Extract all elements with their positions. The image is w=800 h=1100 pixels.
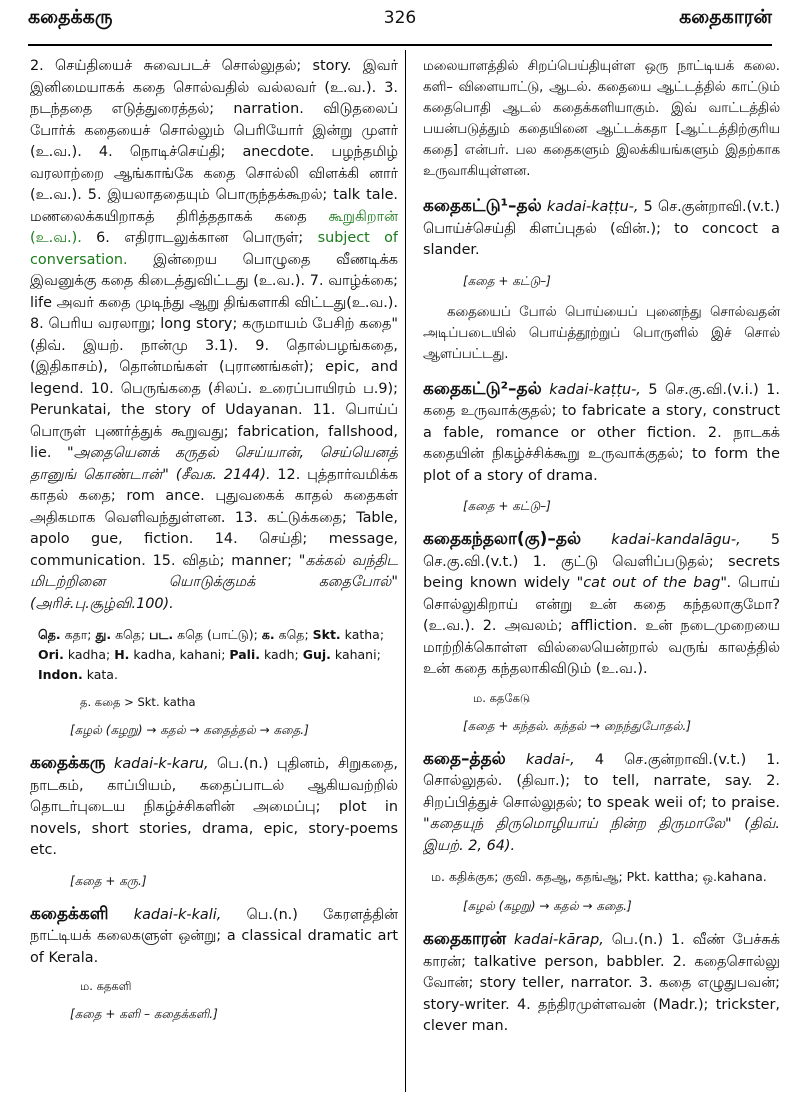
cognate: ம. கதகளி: [80, 979, 132, 993]
dictionary-entry: [423, 196, 780, 262]
definition: 5 செ.கு.வி.(v.i.) 1. கதை உருவாக்குதல்; to fabricate a story, construct a fable, romance or other fiction. 2. நாடகக் கதையின் நிகழ்ச்சிக்கூறு உருவாக்குதல்; to form the plot of a story of drama.: [423, 381, 780, 484]
dictionary-entry: [423, 749, 780, 858]
headword: கதைகட்டு²–தல்: [423, 378, 542, 399]
usage-note: கதையைப் போல் பொய்யைப் புனைந்து சொல்வதன் அடிப்படையில் பொய்த்தூற்றுப் பொருளில் இச் சொல் ஆளப்பட்டது.: [423, 304, 780, 362]
transliteration: kadai-k-kali,: [133, 906, 222, 923]
usage-note: மலையாளத்தில் சிறப்பெய்தியுள்ள ஒரு நாட்டியக் கலை. களி– விளையாட்டு, ஆடல். கதையை ஆட்டத்தில் காட்டும் கதைபொதி ஆடல் கதைக்களியாகும். இவ் வாட்டத்தில் பயன்படுத்தும் கதையினை ஆட்டக்கதா [ஆட்டத்திற்குரிய கதை] என்பர். பல கதைகளும் இலக்கியங்களும் இதற்காக உருவாகியுள்ளன.: [423, 59, 780, 179]
green-highlight: subject of conversation.: [30, 230, 398, 268]
column-divider: [405, 50, 406, 1092]
derivation: [கதை + கந்தல். கந்தல் → நைந்துபோதல்.]: [463, 718, 691, 733]
definition: பெ.(n.) புதினம், சிறுகதை, நாடகம், காப்பியம், கதைப்பாடல் ஆகியவற்றில் தொடர்புடைய நிகழ்ச்சிகளின் அமைப்பு; plot in novels, short stories, drama, epic, story-poems etc.: [30, 756, 398, 858]
page-number: 326: [383, 8, 417, 28]
transliteration: kadai-kandalāgu-,: [611, 532, 741, 548]
etymology-source: த. கதை > Skt. katha: [80, 695, 196, 709]
headword: கதைகட்டு¹–தல்: [423, 196, 542, 216]
derivation: [கதை + கரு.]: [70, 873, 147, 888]
derivation: [கழல் (கழறு) → கதல் → கதைத்தல் → கதை.]: [70, 723, 309, 737]
dictionary-entry: [423, 929, 780, 1038]
etymology-cognates: ம. கதிக்குக; குவி. கதஆ, கதங்ஆ; Pkt. kattha; ஒ.kahana.: [431, 869, 767, 884]
headword: கதைக்களி: [30, 903, 109, 924]
header-rule: [28, 44, 772, 46]
transliteration: kadai-kaṭṭu-,: [549, 381, 641, 398]
definition: பொய் சொல்லுகிறாய் என்று உன் கதை கந்தலாகுமோ? (உ.வ.). 2. அவலம்; affliction. உன் நடைமுறையை மாற்றிக்கொள்ள வில்லையென்றால் வருங் காலத்தில் உன் கதை கந்தலாகிவிடும் (உ.வ.).: [423, 575, 780, 677]
right-column: [423, 56, 780, 1096]
dictionary-entry: [423, 379, 780, 488]
headword: கதை–த்தல்: [423, 748, 506, 769]
definition: 4 செ.குன்றாவி.(v.t.) 1. சொல்லுதல். (திவா.); to tell, narrate, say. 2. சிறப்பித்துச் சொல்லுதல்; to speak weii of; to praise.: [423, 751, 780, 811]
left-column: [30, 56, 398, 1096]
transliteration: kadai-kārap,: [513, 932, 604, 948]
dictionary-entry: [423, 529, 780, 681]
dictionary-entry: [30, 753, 398, 862]
headword: கதைகந்தலா(கு)–தல்: [423, 529, 582, 549]
cognate: ம. கதகேடு: [473, 690, 531, 705]
transliteration: kadai-kaṭṭu-,: [546, 199, 639, 215]
derivation: [கதை + களி – கதைக்களி.]: [70, 1007, 218, 1021]
quotation: "அதையெனக் கருதல் செய்யான், செய்யெனத் தானுங் கொண்டான்" (சீவக. 2144).: [30, 445, 398, 483]
quotation: "கதையுந் திருமொழியாய் நின்ற திருமாலே" (திவ். இயற். 2, 64).: [423, 816, 780, 854]
definition: 5 செ.குன்றாவி.(v.t.) பொய்ச்செய்தி கிளப்புதல் (வின்.); to concoct a slander.: [423, 199, 780, 258]
continued-definition: 2. செய்தியைச் சுவைபடச் சொல்லுதல்; story. இவர் இனிமையாகக் கதை சொல்வதில் வல்லவர் (உ.வ.). 3. நடந்ததை எடுத்துரைத்தல்; narration. விடுதலைப் போர்க் கதையைச் சொல்லும் பெரியோர் இன்று முளர் (உ.வ.). 4. நொடிச்செய்தி; anecdote. பழந்தமிழ் வரலாற்றை ஆங்காங்கே கதை சொல்லி விளக்கி னார் (உ.வ.). 5. இயலாததையும் பொருந்தக்கூறல்; talk tale. மணலைக்கயிறாகத் திரித்ததாகக் கதை கூறுகிறான் (உ.வ.). 6. எதிராடலுக்கான பொருள்; subject of conversation. இன்றைய பொழுதை வீணடிக்க இவனுக்கு கதை கிடைத்துவிட்டது (உ.வ.). 7. வாழ்க்கை; life அவர் கதை முடிந்து ஆறு திங்களாகி விட்டது(உ.வ.). 8. பெரிய வரலாறு; long story; கருமாயம் பேசிற் கதை" (திவ். இயற். நான்மு 3.1). 9. தொல்பழங்கதை, (இதிகாசம்), தொன்மங்கள் (புராணங்கள்); epic, and legend. 10. பெருங்கதை (சிலப். உரைப்பாயிரம் ப.9); Perunkatai, the story of Udayanan. 11. பொய்ப் பொருள் புணர்த்துக் கூறுவது; fabrication, fallshood, lie. "அதையெனக் கருதல் செய்யான், செய்யெனத் தானுங் கொண்டான்" (சீவக. 2144). 12. புத்தார்வமிக்க காதல் கதை; rom ance. புதுவகைக் காதல் கதைகள் அதிகமாக வெளிவந்துள்ளன. 13. கட்டுக்கதை; Table, apolo gue, fiction. 14. செய்தி; message, communication. 15. விதம்; manner; "கக்கல் வந்திட மிடற்றினை யொடுக்குமக் கதைபோல்" (அரிச்.பு.சூழ்வி.100).: [30, 58, 398, 612]
header-first-headword: கதைக்கரு: [28, 6, 113, 28]
quotation: "கக்கல் வந்திட மிடற்றினை யொடுக்குமக் கதைபோல்" (அரிச்.பு.சூழ்வி.100).: [30, 552, 398, 612]
quotation: "cat out of the bag".: [576, 575, 732, 591]
dictionary-entry: [30, 904, 398, 970]
derivation: [கதை + கட்டு–]: [463, 499, 551, 513]
headword: கதைக்கரு: [30, 753, 106, 773]
definition: பெ.(n.) கேரளத்தின் நாட்டியக் கலைகளுள் ஒன்று; a classical dramatic art of Kerala.: [30, 906, 398, 966]
header-last-headword: கதைகாரன்: [679, 6, 772, 28]
page-header: [28, 6, 772, 40]
headword: கதைகாரன்: [423, 929, 507, 949]
definition: 5 செ.கு.வி.(v.t.) 1. குட்டு வெளிப்படுதல்; secrets being known widely: [423, 532, 780, 591]
derivation: [கதை + கட்டு–]: [463, 273, 551, 288]
transliteration: kadai-k-karu,: [114, 756, 209, 772]
definition: பெ.(n.) 1. வீண் பேச்சுக் காரன்; talkative person, babbler. 2. கதைசொல்லு வோன்; story teller, narrator. 3. கதை எழுதுபவன்; story-writer. 4. தந்திரமுள்ளவன் (Madr.); trickster, clever man.: [423, 932, 780, 1034]
etymology-cognates: தெ. கதா; து. கதெ; பட. கதெ (பாட்டு); க. கதெ; Skt. katha; Ori. kadha; H. kadha, kahani; Pali. kadh; Guj. kahani; Indon. kata.: [38, 627, 385, 682]
derivation: [கழல் (கழறு) → கதல் → கதை.]: [463, 899, 632, 913]
transliteration: kadai-,: [525, 751, 575, 768]
green-highlight: கூறுகிறான் (உ.வ.).: [30, 208, 398, 246]
